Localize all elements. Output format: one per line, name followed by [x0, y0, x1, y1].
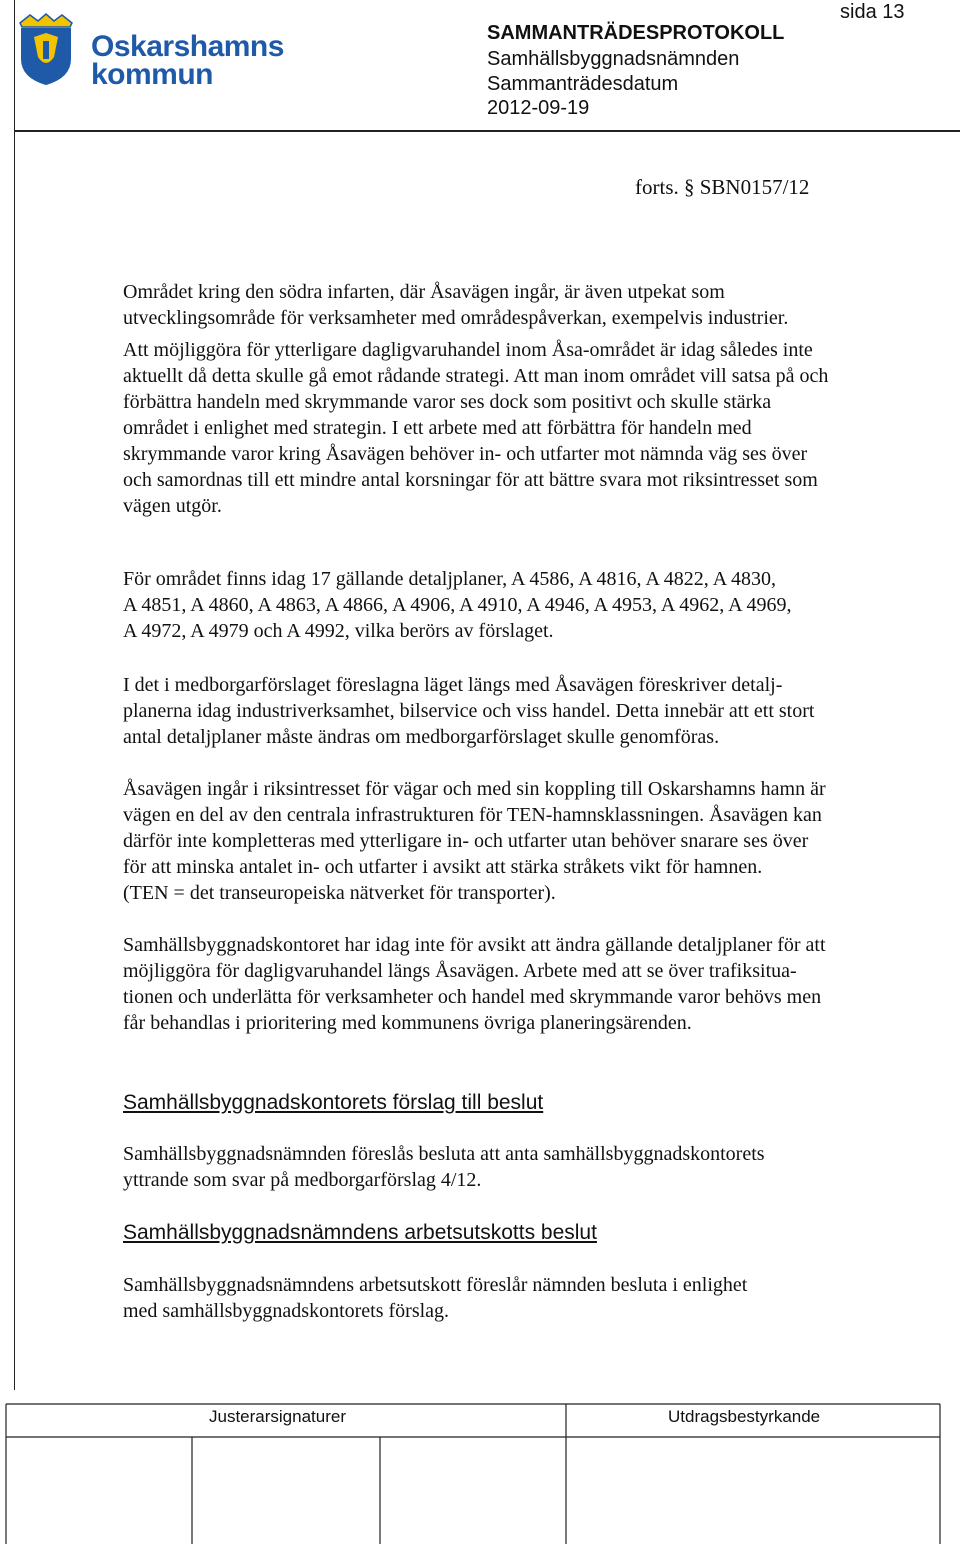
text-line: Området kring den södra infarten, där Åsavägen ingår, är även utpekat som [123, 281, 725, 303]
text-line: Att möjliggöra för ytterligare dagligvaruhandel inom Åsa-området är idag således inte [123, 339, 813, 361]
extract-certification-label: Utdragsbestyrkande [668, 1407, 821, 1426]
text-line: förbättra handeln med skrymmande varor ses dock som positivt och skulle stärka [123, 391, 772, 413]
text-line: möjliggöra för dagligvaruhandel längs Åsavägen. Arbete med att se över trafiksitua- [123, 960, 797, 982]
text-line: vägen utgör. [123, 495, 222, 517]
text-line: Samhällsbyggnadsnämndens arbetsutskott föreslår nämnden besluta i enlighet [123, 1274, 748, 1296]
signatures-label: Justerarsignaturer [209, 1407, 347, 1426]
text-line: därför inte kompletteras med ytterligare in- och utfarter utan behöver snarare ses över [123, 830, 809, 852]
text-line: I det i medborgarförslaget föreslagna läget längs med Åsavägen föreskriver detalj- [123, 674, 783, 696]
logo-line2: kommun [91, 58, 214, 91]
text-line: Åsavägen ingår i riksintresset för vägar och med sin koppling till Oskarshamns hamn är [123, 778, 826, 800]
section-heading-committee-decision: Samhällsbyggnadsnämndens arbetsutskotts beslut [123, 1221, 597, 1244]
organisation-name: Samhällsbyggnadsnämnden [487, 48, 740, 70]
page-number: sida 13 [840, 1, 905, 23]
text-line: vägen en del av den centrala infrastrukturen för TEN-hamnsklassningen. Åsavägen kan [123, 804, 822, 826]
text-line: för att minska antalet in- och utfarter i avsikt att stärka stråkets vikt för hamnen. [123, 856, 763, 878]
extract-certification-box[interactable] [568, 1440, 938, 1542]
text-line: området i enlighet med strategin. I ett arbete med att förbättra för handeln med [123, 417, 752, 439]
text-line: skrymmande varor kring Åsavägen behöver in- och utfarter mot nämnda väg ses över [123, 443, 808, 465]
logo-line1: Oskarshamns [91, 30, 284, 63]
protocol-title: SAMMANTRÄDESPROTOKOLL [487, 22, 785, 44]
text-line: och samordnas till ett mindre antal korsningar för att bättre svara mot riksintresset som [123, 469, 818, 491]
meeting-date: 2012-09-19 [487, 97, 590, 119]
text-line: För området finns idag 17 gällande detaljplaner, A 4586, A 4816, A 4822, A 4830, [123, 568, 777, 590]
text-line: planerna idag industriverksamhet, bilservice och viss handel. Detta innebär att ett stort [123, 700, 815, 722]
text-line: Samhällsbyggnadsnämnden föreslås besluta att anta samhällsbyggnadskontorets [123, 1143, 765, 1165]
signature-box-2[interactable] [194, 1440, 378, 1542]
text-line: A 4972, A 4979 och A 4992, vilka berörs av förslaget. [123, 620, 554, 642]
text-line: med samhällsbyggnadskontorets förslag. [123, 1300, 450, 1322]
text-line: utvecklingsområde för verksamheter med områdespåverkan, exempelvis industrier. [123, 307, 789, 329]
text-line: yttrande som svar på medborgarförslag 4/12. [123, 1169, 482, 1191]
text-line: får behandlas i prioritering med kommunens övriga planeringsärenden. [123, 1012, 692, 1034]
text-line: antal detaljplaner måste ändras om medborgarförslaget skulle genomföras. [123, 726, 720, 748]
text-line: aktuellt då detta skulle gå emot rådande strategi. Att man inom området vill satsa på och [123, 365, 829, 387]
meeting-date-label: Sammanträdesdatum [487, 73, 679, 95]
signature-box-1[interactable] [8, 1440, 190, 1542]
text-line: A 4851, A 4860, A 4863, A 4866, A 4906, A 4910, A 4946, A 4953, A 4962, A 4969, [123, 594, 792, 616]
paragraph-reference: forts. § SBN0157/12 [635, 175, 810, 199]
text-line: tionen och underlätta för verksamheter och handel med skrymmande varor behövs men [123, 986, 822, 1008]
text-line: Samhällsbyggnadskontoret har idag inte för avsikt att ändra gällande detaljplaner för att [123, 934, 826, 956]
section-heading-proposal: Samhällsbyggnadskontorets förslag till beslut [123, 1091, 544, 1114]
text-line: (TEN = det transeuropeiska nätverket för transporter). [123, 882, 556, 904]
signature-box-3[interactable] [382, 1440, 564, 1542]
